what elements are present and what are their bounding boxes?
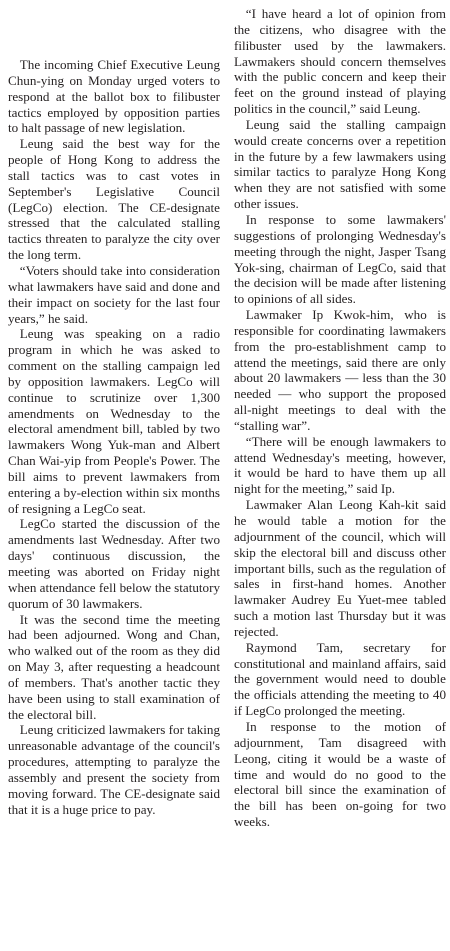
paragraph: In response to some lawmakers' suggestions of prolonging Wednesday's meeting through the night, Jasper Tsang Yok-sing, chairman of LegCo, said that the decision will be made after listening to opinions of all sides. [234, 211, 446, 307]
paragraph: Leung was speaking on a radio program in which he was asked to comment on the stalling campaign led by opposition lawmakers. LegCo will continue to scrutinize over 1,300 amendments on Wednesday to the electoral amendment bill, tabled by two lawmakers Wong Yuk-man and Albert Chan Wai-yip from People's Power. The bill aims to prevent lawmakers from entering a by-election within six months of resigning a LegCo seat. [8, 326, 220, 516]
paragraph: “There will be enough lawmakers to attend Wednesday's meeting, however, it would be hard to have them up all night for the meeting,” said Ip. [234, 433, 446, 497]
paragraph: In response to the motion of adjournment, Tam disagreed with Leong, citing it would be a waste of time and would do no good to the electoral bill since the examination of the bill has been on-going for two weeks. [234, 718, 446, 830]
paragraph: Leung criticized lawmakers for taking unreasonable advantage of the council's procedures, attempting to paralyze the assembly and present the society from moving forward. The CE-designate said that it is a huge price to pay. [8, 722, 220, 817]
paragraph: The incoming Chief Executive Leung Chun-ying on Monday urged voters to respond at the ballot box to filibuster tactics employed by opposition parties to halt passage of new legislation. [8, 57, 220, 136]
paragraph: Raymond Tam, secretary for constitutional and mainland affairs, said the government would need to double the officials attending the meeting to 40 if LegCo prolonged the meeting. [234, 639, 446, 719]
paragraph: Lawmaker Ip Kwok-him, who is responsible for coordinating lawmakers from the pro-establishment camp to attend the meetings, said there are only about 20 lawmakers — less than the 30 needed — who support the proposed all-night meetings to deal with the “stalling war”. [234, 307, 446, 433]
paragraph: Lawmaker Alan Leong Kah-kit said he would table a motion for the adjournment of the council, which will skip the electoral bill and discuss other important bills, such as the regulation of sales in first-hand homes. Another lawmaker Audrey Eu Yuet-mee tabled such a motion last Thursday but it was rejected. [234, 497, 446, 639]
paragraph: It was the second time the meeting had been adjourned. Wong and Chan, who walked out of the room as they did on May 3, after requesting a headcount of members. That's another tactic they have been using to stall examination of the electoral bill. [8, 611, 220, 722]
paragraph: “I have heard a lot of opinion from the citizens, who disagree with the filibuster used by the lawmakers. Lawmakers should concern themselves with the public concern and keep their feet on the ground instead of playing politics in the council,” said Leung. [234, 6, 446, 117]
article-column-left [8, 6, 220, 951]
article-column-right [234, 6, 446, 951]
paragraph: “Voters should take into consideration what lawmakers have said and done and their impact on society for the last four years,” he said. [8, 262, 220, 326]
paragraph: Leung said the stalling campaign would create concerns over a repetition in the future by a few lawmakers using similar tactics to paralyze Hong Kong when they are not satisfied with some other issues. [234, 116, 446, 212]
paragraph: Leung said the best way for the people of Hong Kong to address the stall tactics was to cast votes in September's Legislative Council (LegCo) election. The CE-designate stressed that the calculated stalling tactics threaten to paralyze the city over the long term. [8, 136, 220, 263]
paragraph: LegCo started the discussion of the amendments last Wednesday. After two days' continuous discussion, the meeting was aborted on Friday night when attendance fell below the statutory quorum of 30 lawmakers. [8, 516, 220, 611]
